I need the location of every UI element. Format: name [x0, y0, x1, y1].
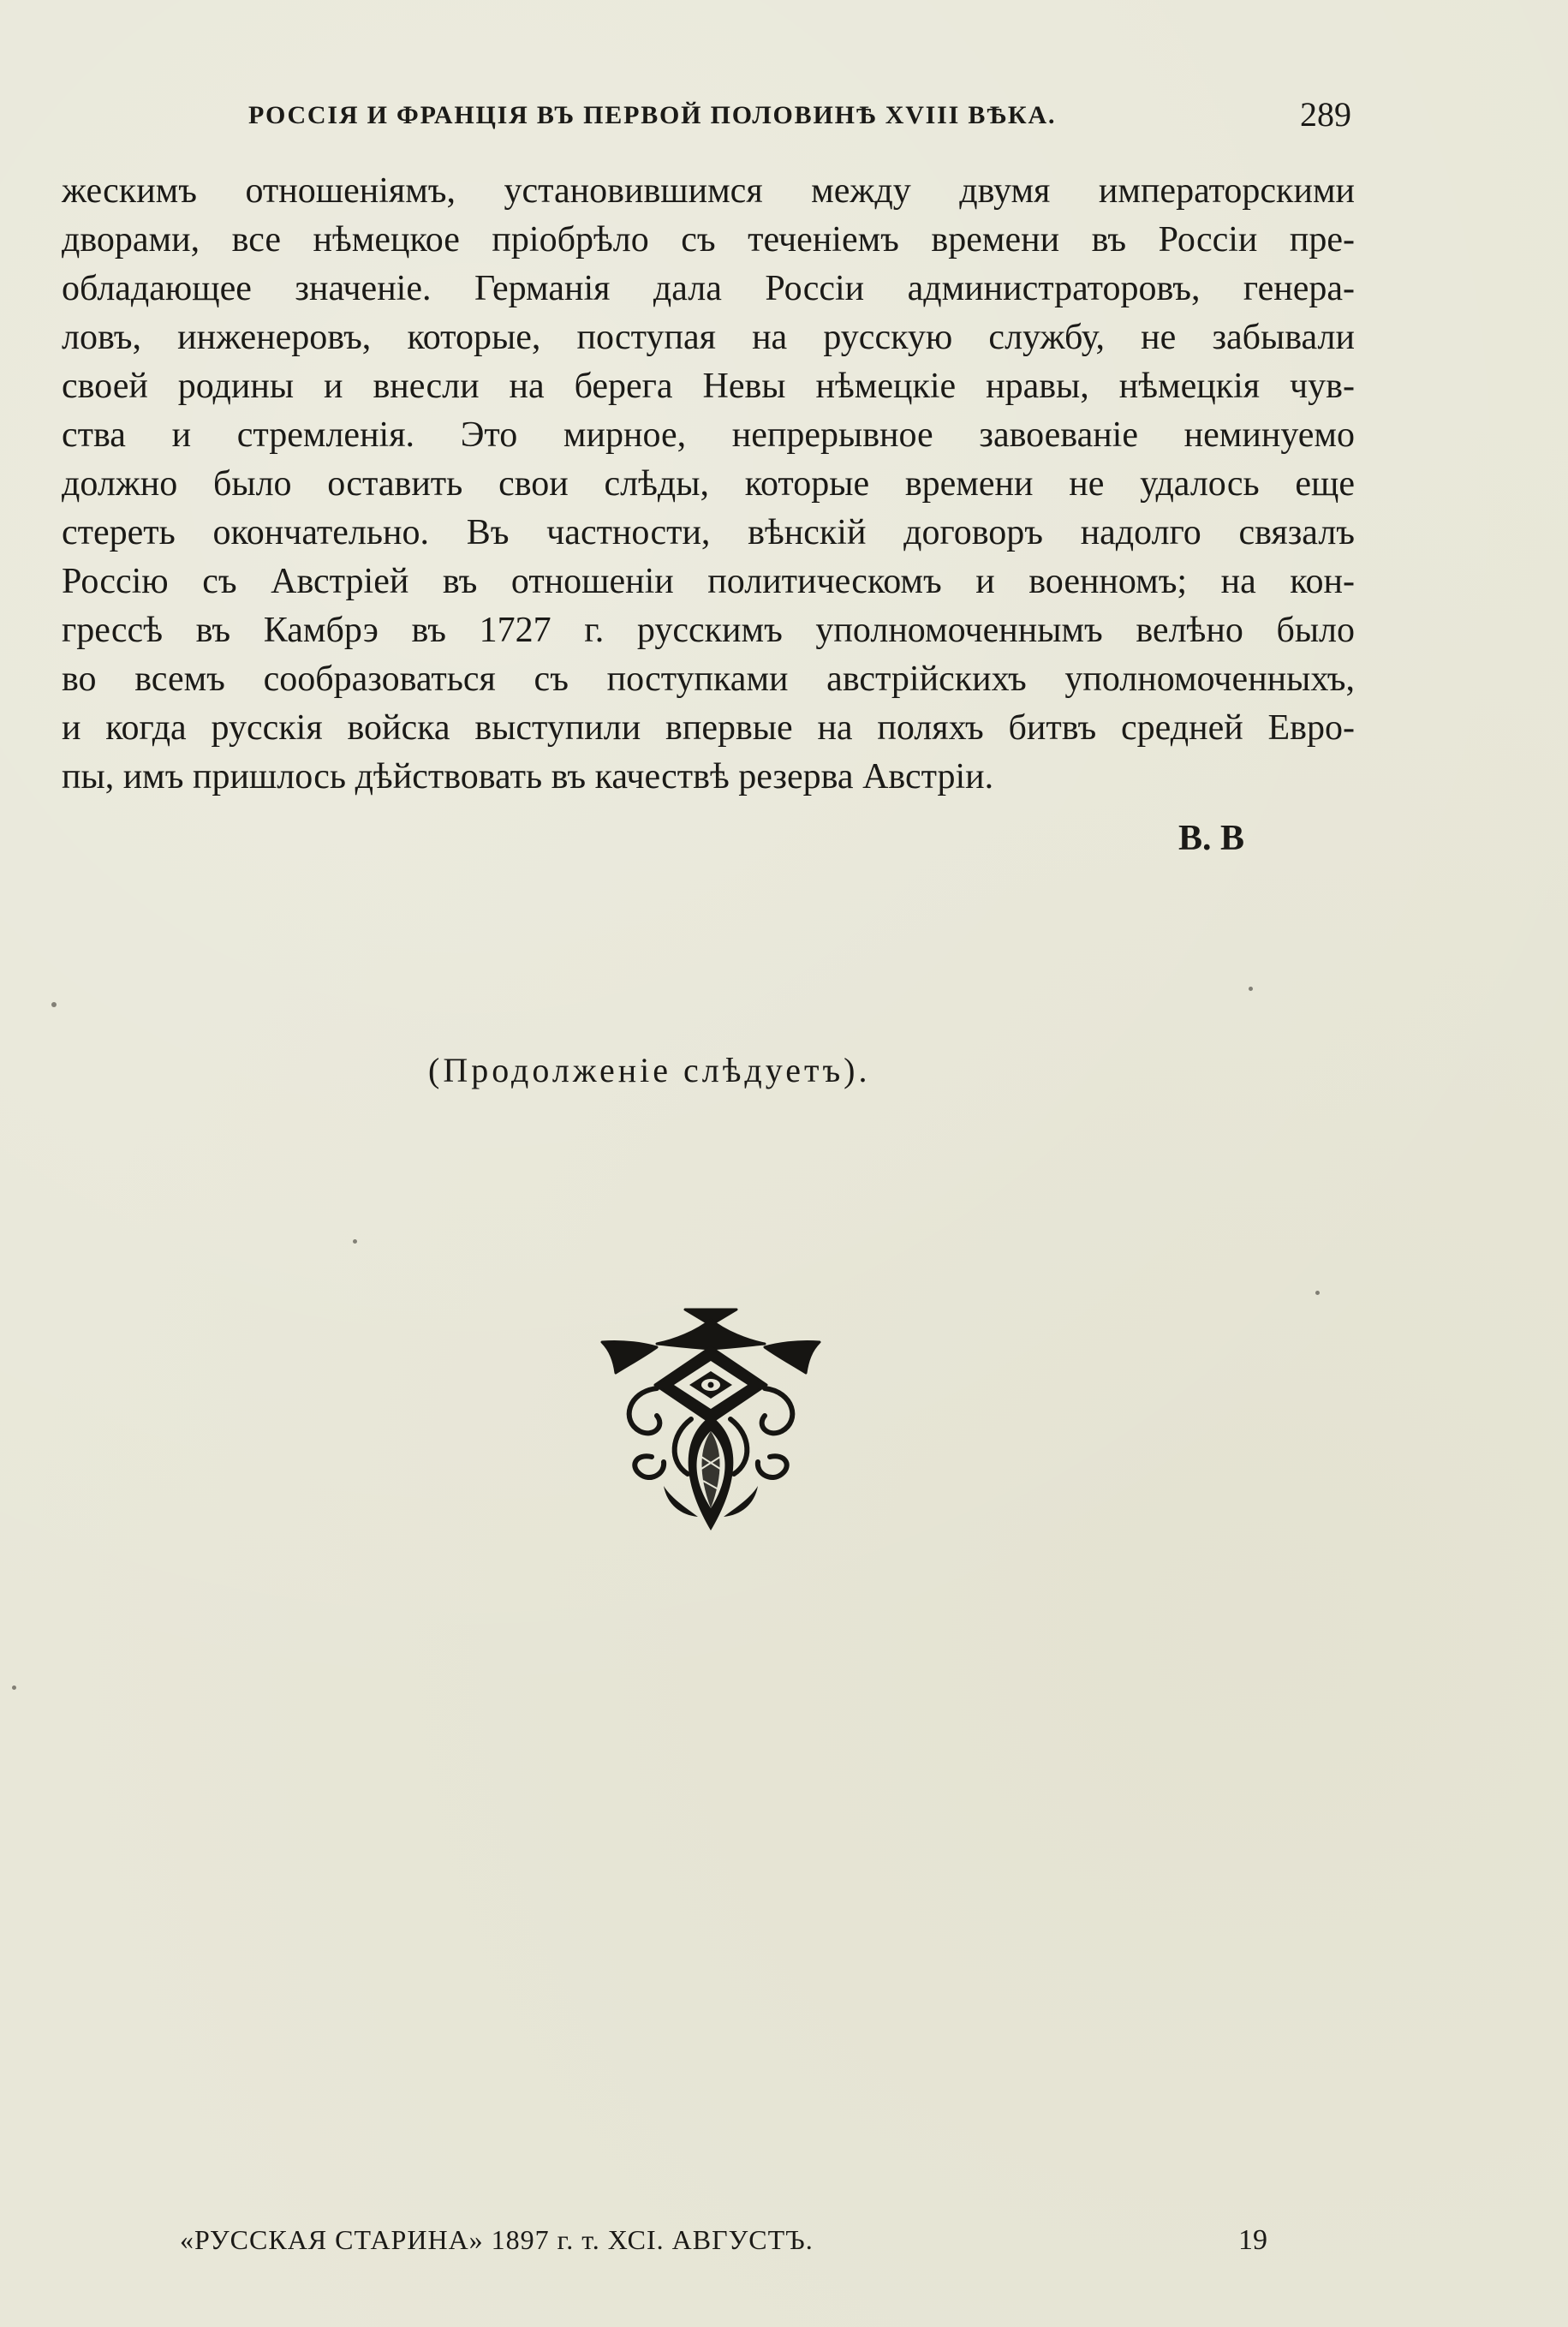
paper-speck	[1315, 1291, 1320, 1295]
text-line: своей родины и внесли на берега Невы нѣмецкіе нравы, нѣмецкія чув-	[62, 367, 1355, 406]
text-line: пы, имъ пришлось дѣйствовать въ качествѣ резерва Австріи.	[62, 757, 994, 797]
text-line: во всемъ сообразоваться съ поступками австрійскихъ уполномоченныхъ,	[62, 659, 1355, 699]
continued-note: (Продолженіе слѣдуетъ).	[428, 1051, 871, 1089]
paper-speck	[12, 1686, 16, 1690]
text-line: грессѣ въ Камбрэ въ 1727 г. русскимъ уполномоченнымъ велѣно было	[62, 611, 1355, 650]
page-number: 289	[1300, 95, 1351, 134]
paper-speck	[51, 1002, 57, 1007]
text-line: Россію съ Австріей въ отношеніи политическомъ и военномъ; на кон-	[62, 562, 1355, 601]
text-line: жескимъ отношеніямъ, установившимся между двумя императорскими	[62, 171, 1355, 211]
author-signature: В. В	[1177, 819, 1244, 858]
journal-reference: «РУССКАЯ СТАРИНА» 1897 г. т. ХСІ. АВГУСТЪ.	[180, 2224, 814, 2255]
running-title: РОССІЯ И ФРАНЦІЯ ВЪ ПЕРВОЙ ПОЛОВИНѢ XVIII ВѢКА.	[248, 101, 1057, 129]
text-line: и когда русскія войска выступили впервые на поляхъ битвъ средней Евро-	[62, 708, 1355, 748]
floral-ornament-icon	[595, 1306, 826, 1533]
body-text	[62, 167, 1355, 802]
paper-speck	[1249, 987, 1253, 991]
text-line: ловъ, инженеровъ, которые, поступая на русскую службу, не забывали	[62, 318, 1355, 357]
text-line: ства и стремленія. Это мирное, непрерывное завоеваніе неминуемо	[62, 415, 1355, 455]
running-header	[65, 92, 1351, 144]
text-line: стереть окончательно. Въ частности, вѣнскій договоръ надолго связалъ	[62, 513, 1355, 552]
page-footer	[180, 2224, 1267, 2262]
text-line: обладающее значеніе. Германія дала Россіи администраторовъ, генера-	[62, 269, 1355, 308]
text-line: должно было оставить свои слѣды, которые времени не удалось еще	[62, 464, 1355, 504]
paper-speck	[353, 1239, 357, 1244]
text-line: дворами, все нѣмецкое пріобрѣло съ теченіемъ времени въ Россіи пре-	[62, 220, 1355, 260]
signature-mark: 19	[1238, 2224, 1267, 2256]
